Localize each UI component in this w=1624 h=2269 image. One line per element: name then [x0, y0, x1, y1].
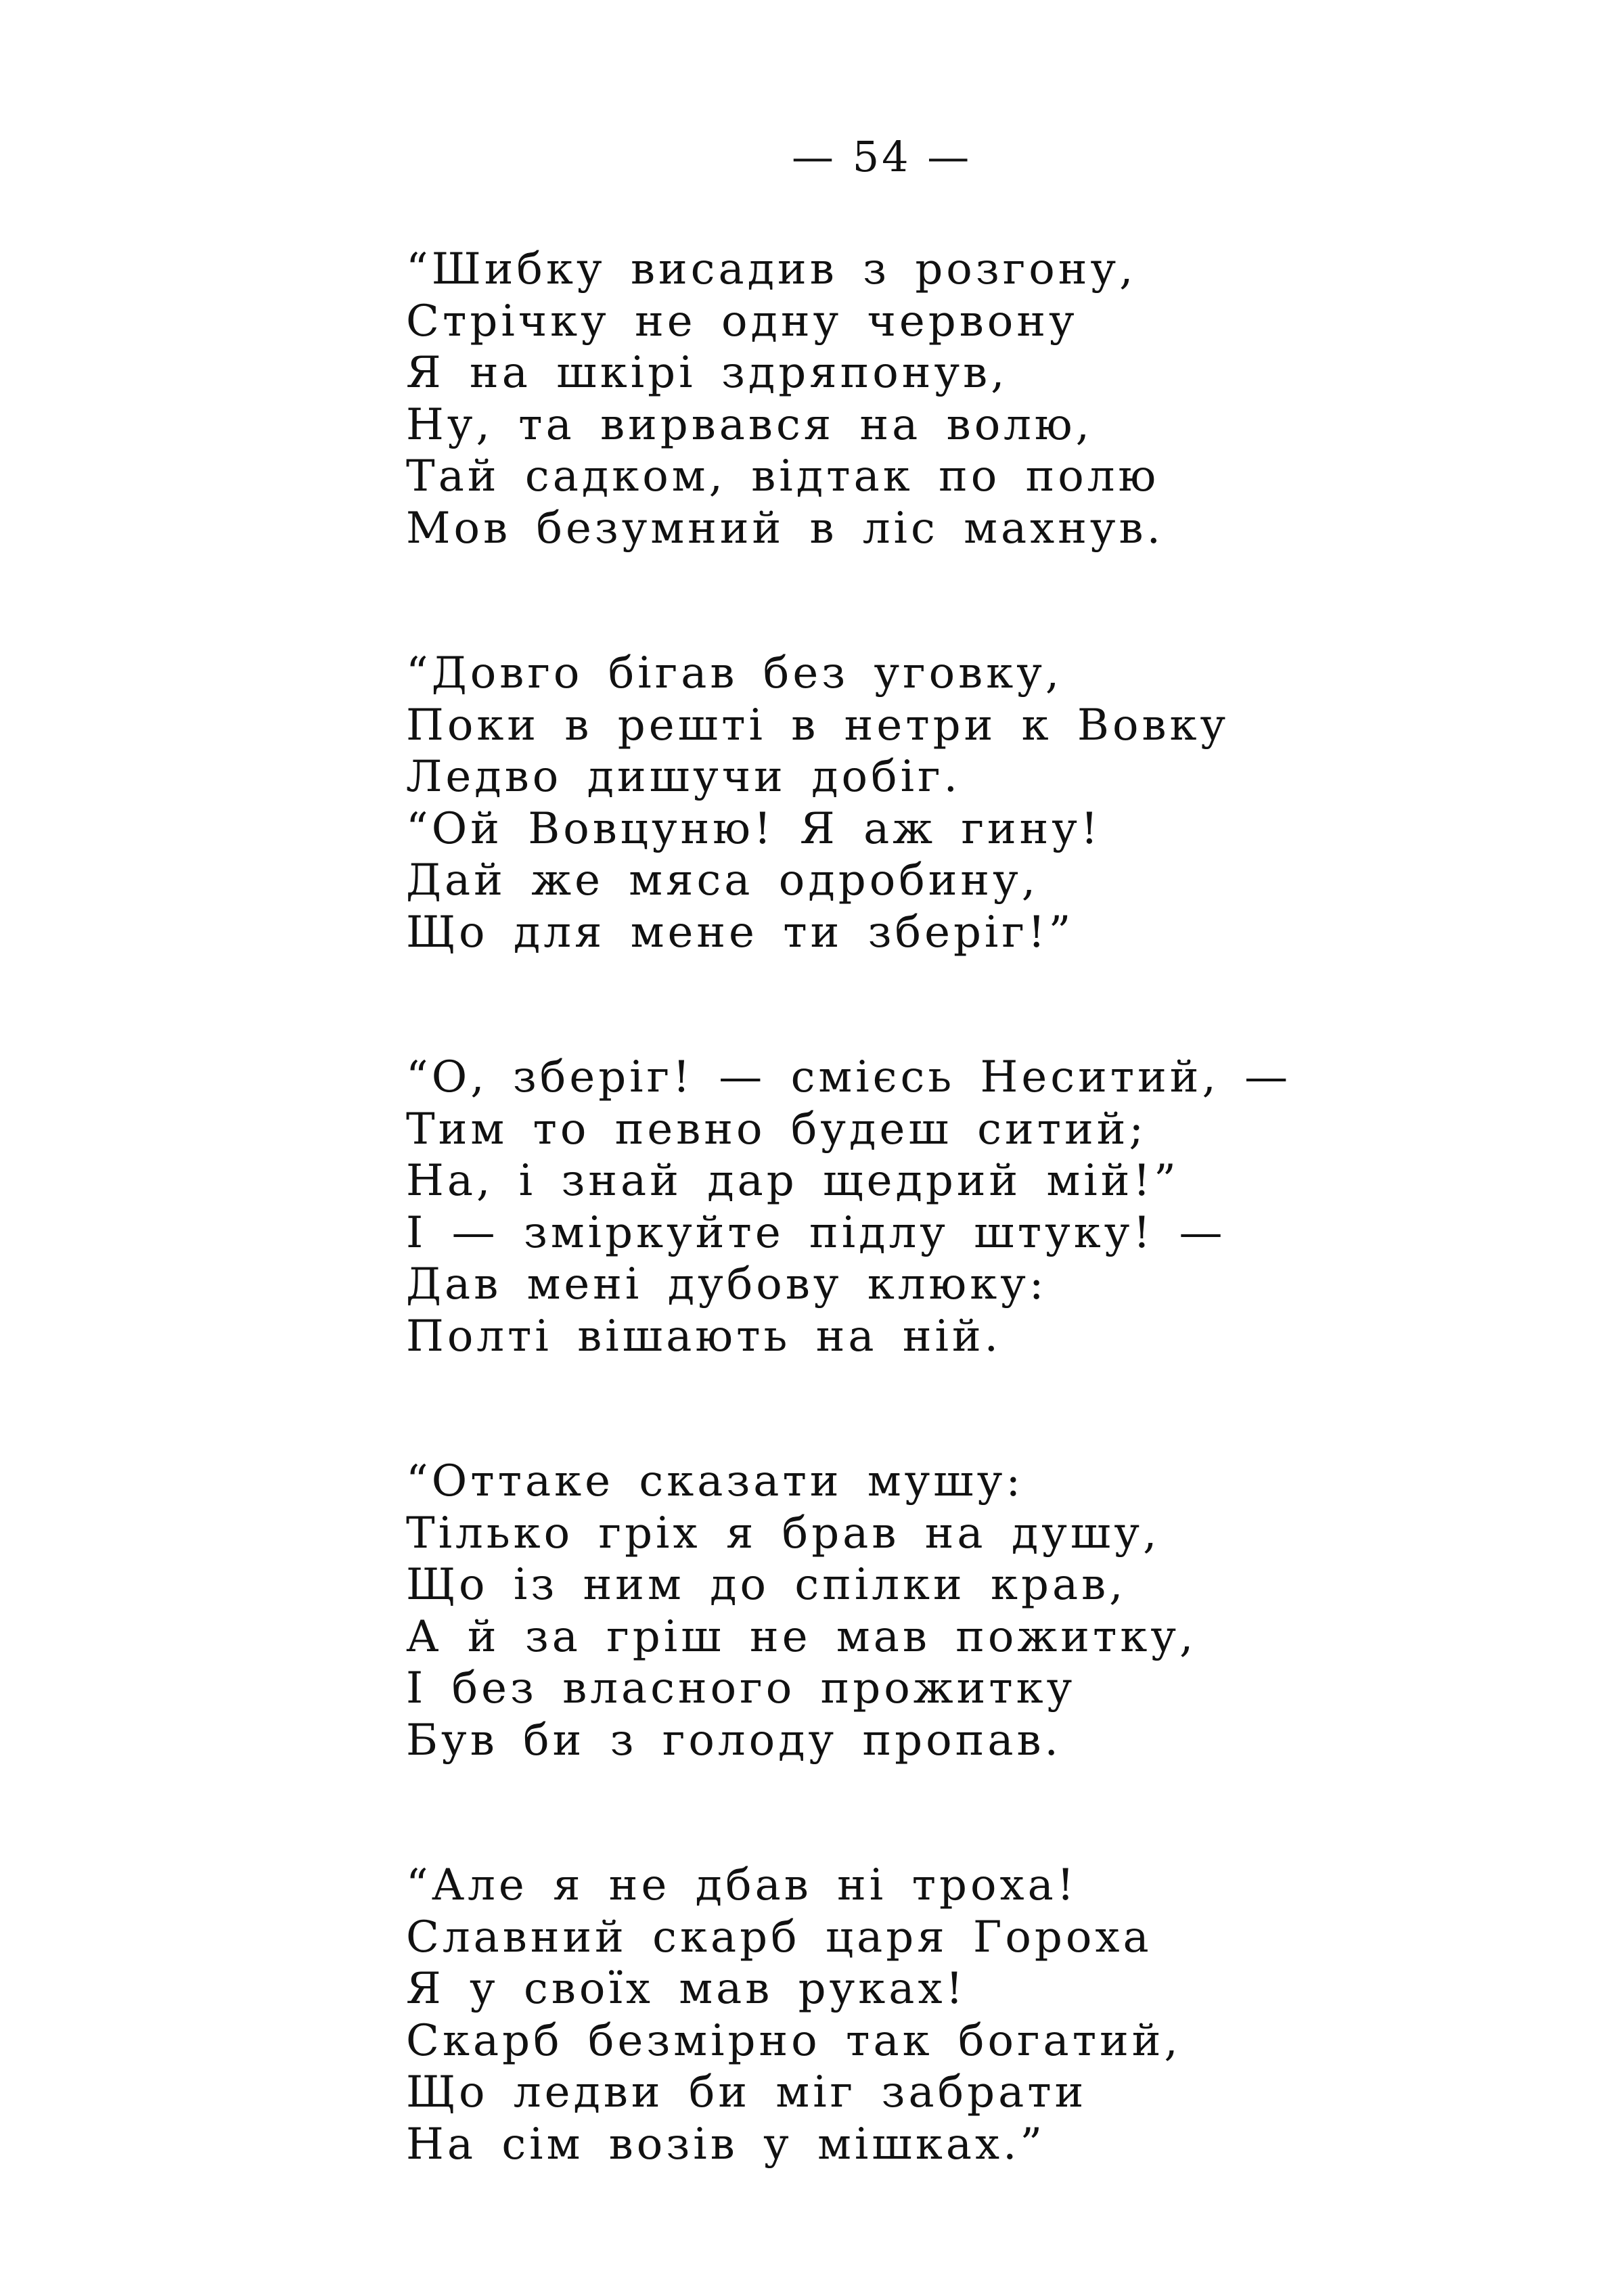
- poem-line: “Довго бігав без уговку,: [406, 648, 1063, 698]
- stanza: [406, 648, 1421, 958]
- stanza: [406, 1052, 1421, 1362]
- stanza: [406, 244, 1421, 554]
- poem-line: На, і знай дар щедрий мій!”: [406, 1156, 1179, 1206]
- poem-line: Скарб безмірно так богатий,: [406, 2015, 1181, 2066]
- stanza: [406, 1860, 1421, 2170]
- poem-line: Стрічку не одну червону: [406, 296, 1078, 346]
- poem-line: І без власного прожитку: [406, 1663, 1076, 1713]
- poem-line: Дав мені дубову клюку:: [406, 1259, 1047, 1309]
- poem-line: Тілько гріх я брав на душу,: [406, 1508, 1160, 1558]
- poem-line: “Оттаке сказати мушу:: [406, 1456, 1024, 1506]
- poem-line: Ледво дишучи добіг.: [406, 752, 961, 802]
- poem-line: “Ой Вовцуню! Я аж гину!: [406, 803, 1102, 854]
- poem-line: Полті вішають на ній.: [406, 1311, 1001, 1362]
- poem-line: На сім возів у мішках.”: [406, 2119, 1046, 2170]
- poem-line: Поки в решті в нетри к Вовку: [406, 700, 1230, 750]
- poem-line: Що із ним до спілки крав,: [406, 1560, 1127, 1610]
- poem-line: Я на шкірі здряпонув,: [406, 348, 1008, 398]
- poem-line: А й за гріш не мав пожитку,: [406, 1611, 1197, 1662]
- poem-line: Що для мене ти зберіг!”: [406, 907, 1075, 958]
- poem-line: Дай же мяса одробину,: [406, 855, 1039, 905]
- stanza: [406, 1456, 1421, 1766]
- poem-line: І — зміркуйте підлу штуку! —: [406, 1207, 1226, 1258]
- poem-line: Я у своїх мав руках!: [406, 1964, 967, 2014]
- poem-line: Був би з голоду пропав.: [406, 1715, 1062, 1766]
- poem-line: Мов безумний в ліс махнув.: [406, 503, 1164, 554]
- poem-line: “Але я не дбав ні троха!: [406, 1860, 1078, 1910]
- poem-line: Тим то певно будеш ситий;: [406, 1104, 1147, 1154]
- poem-line: “Шибку висадив з розгону,: [406, 244, 1137, 294]
- poem-line: “О, зберіг! — смієсь Неситий, —: [406, 1052, 1292, 1102]
- poem-line: Що ледви би міг забрати: [406, 2067, 1087, 2117]
- poem: [406, 244, 1421, 2264]
- poem-line: Тай садком, відтак по полю: [406, 451, 1160, 501]
- poem-line: Славний скарб царя Гороха: [406, 1912, 1152, 1962]
- poem-line: Ну, та вирвався на волю,: [406, 399, 1093, 450]
- page-number: — 54 —: [792, 132, 972, 181]
